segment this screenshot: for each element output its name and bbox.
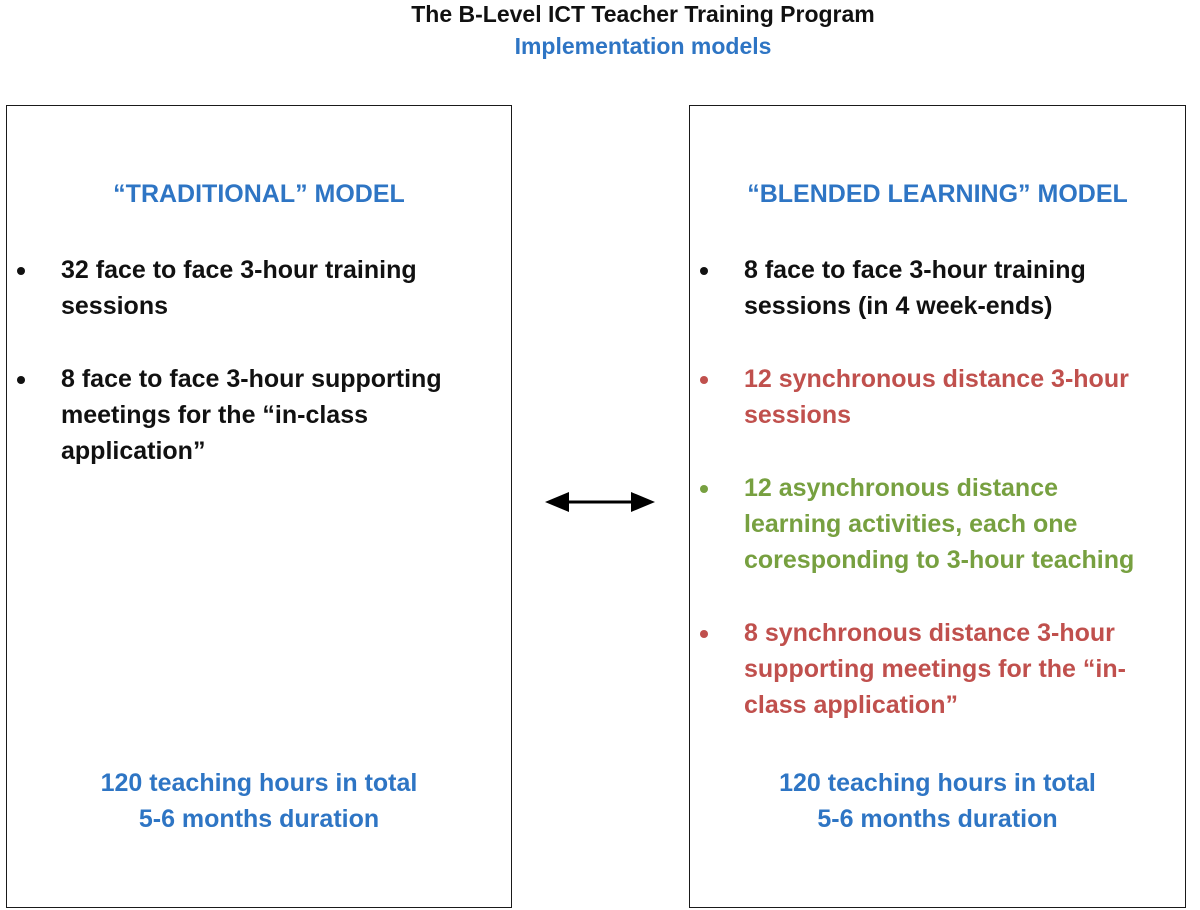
list-item-text: 8 face to face 3-hour supporting meetings for the “in-class application” bbox=[61, 365, 442, 465]
list-item-text: 8 synchronous distance 3-hour supporting meetings for the “in-class application” bbox=[744, 619, 1126, 719]
total-hours-text: 120 teaching hours in total bbox=[779, 769, 1096, 797]
blended-learning-model-list bbox=[690, 252, 1185, 760]
list-item bbox=[690, 470, 1185, 578]
traditional-model-list bbox=[7, 252, 511, 506]
traditional-model-heading: “TRADITIONAL” MODEL bbox=[113, 180, 405, 208]
blended-learning-model-summary bbox=[690, 765, 1185, 837]
bullet-icon bbox=[700, 485, 708, 493]
bullet-icon bbox=[17, 267, 25, 275]
bullet-icon bbox=[17, 376, 25, 384]
list-item bbox=[690, 615, 1185, 723]
bullet-icon bbox=[700, 630, 708, 638]
bullet-icon bbox=[700, 267, 708, 275]
traditional-model-panel bbox=[6, 105, 512, 908]
list-item-text: 8 face to face 3-hour training sessions (in 4 week-ends) bbox=[744, 256, 1086, 320]
list-item bbox=[7, 361, 511, 469]
page-title: The B-Level ICT Teacher Training Program bbox=[411, 1, 875, 27]
list-item bbox=[7, 252, 511, 324]
bullet-icon bbox=[700, 376, 708, 384]
list-item-text: 12 synchronous distance 3-hour sessions bbox=[744, 365, 1129, 429]
list-item bbox=[690, 361, 1185, 433]
duration-text: 5-6 months duration bbox=[138, 805, 380, 833]
traditional-model-summary bbox=[7, 765, 511, 837]
duration-text: 5-6 months duration bbox=[817, 805, 1058, 833]
blended-learning-model-heading: “BLENDED LEARNING” MODEL bbox=[747, 180, 1128, 208]
list-item-text: 12 asynchronous distance learning activities, each one coresponding to 3-hour teaching bbox=[744, 474, 1135, 574]
blended-learning-model-panel bbox=[689, 105, 1186, 908]
page-subtitle: Implementation models bbox=[514, 33, 772, 59]
list-item-text: 32 face to face 3-hour training sessions bbox=[61, 256, 417, 320]
total-hours-text: 120 teaching hours in total bbox=[100, 769, 418, 797]
list-item bbox=[690, 252, 1185, 324]
double-headed-arrow-icon bbox=[545, 487, 655, 517]
